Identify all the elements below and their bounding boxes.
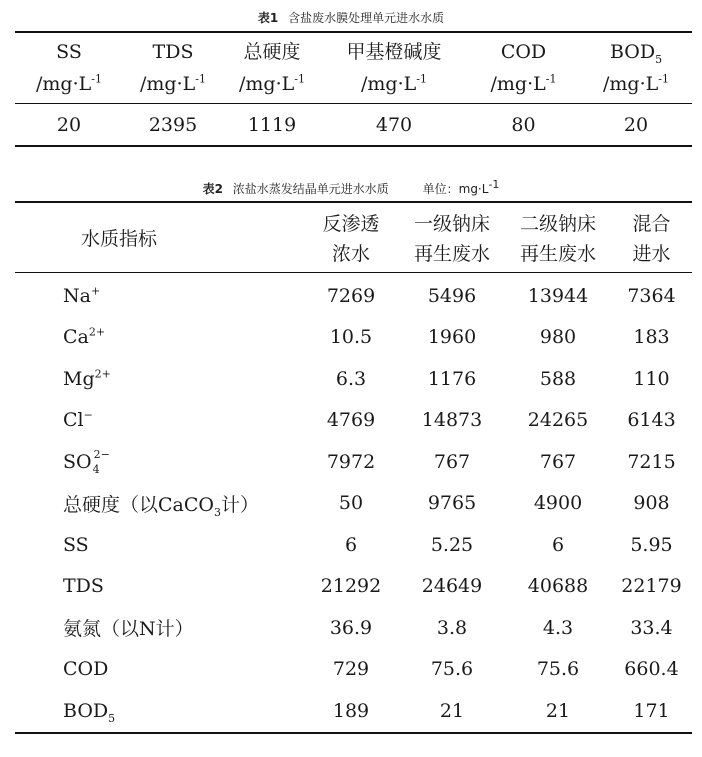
table1-number: 表1 [257, 11, 279, 25]
table1-value: 20 [56, 114, 82, 136]
row-label: SS [63, 533, 89, 556]
table-row [15, 358, 692, 400]
cell-value: 980 [539, 326, 577, 349]
cell-value: 3.8 [436, 616, 468, 639]
row-label: 氨氮（以N计） [63, 618, 194, 641]
cell-value: 183 [633, 326, 670, 349]
cell-value: 9765 [427, 492, 477, 515]
cell-value: 22179 [621, 575, 682, 598]
table2-header-ro-concentrate: 反渗透 浓水 [322, 213, 380, 265]
cell-value: 7215 [627, 450, 676, 473]
cell-value: 21292 [320, 575, 382, 598]
cell-value: 21 [439, 699, 465, 722]
table1-bottom-rule [15, 145, 692, 147]
cell-value: 110 [633, 367, 670, 390]
table-row [15, 483, 692, 525]
table1-value: 2395 [148, 114, 198, 136]
row-label: TDS [63, 575, 104, 598]
cell-value: 21 [545, 699, 571, 722]
table2-mid-rule [15, 272, 692, 273]
table1-header-cell: 总硬度 [243, 41, 301, 63]
row-label: $BOD_5$ [63, 699, 116, 725]
cell-value: 14873 [421, 409, 483, 432]
table-row [15, 524, 692, 566]
cell-value: 7269 [326, 284, 376, 307]
cell-value: 50 [338, 492, 364, 515]
table-row [15, 317, 692, 359]
cell-value: 4769 [326, 409, 376, 432]
cell-value: 10.5 [329, 326, 373, 349]
table1-value: 470 [375, 114, 413, 136]
table2-number: 表2 [202, 182, 223, 196]
table2-title: 浓盐水蒸发结晶单元进水水质 [232, 182, 389, 196]
table-row [15, 690, 692, 732]
table1-header-cell: COD [500, 41, 547, 63]
table2-header [15, 208, 692, 270]
table1-value: 20 [623, 114, 649, 136]
table1-header-cell: $BOD_5$ [609, 41, 663, 66]
cell-value: 5.95 [630, 533, 673, 556]
cell-value: 767 [539, 450, 577, 473]
cell-value: 1176 [427, 367, 477, 390]
cell-value: 6143 [627, 409, 676, 432]
table1-header-cell: TDS [152, 41, 194, 63]
table-row [15, 108, 692, 142]
row-label: SO 2− 4 [63, 447, 110, 476]
cell-value: 6 [344, 533, 358, 556]
cell-value: 5496 [427, 284, 477, 307]
row-label: COD [63, 658, 109, 681]
row-label: $Ca^{2+}$ [63, 325, 106, 349]
table1-caption [0, 9, 702, 26]
table1-value: 1119 [247, 114, 297, 136]
row-label: Na+ [63, 284, 101, 307]
cell-value: 75.6 [536, 658, 580, 681]
cell-value: 1960 [427, 326, 477, 349]
cell-value: 5.25 [430, 533, 474, 556]
table1-mid-rule [15, 103, 692, 104]
table2-header-mixed-inflow: 混合 进水 [632, 213, 671, 265]
table-row [15, 441, 692, 483]
cell-value: 6 [551, 533, 565, 556]
cell-value: 6.3 [335, 367, 367, 390]
table1-unit-cell: $/mg\cdot L^{-1}$ [36, 72, 102, 95]
table1-header-unit-row [15, 68, 692, 100]
table1-header-name-row [15, 36, 692, 68]
cell-value: 729 [332, 658, 370, 681]
cell-value: 33.4 [630, 616, 673, 639]
row-label: Cl− [63, 408, 93, 432]
table1-header-cell: SS [56, 41, 82, 63]
table1-unit-cell: $/mg\cdot L^{-1}$ [239, 72, 305, 95]
table1-unit-cell: $/mg\cdot L^{-1}$ [140, 72, 206, 95]
table2-unit: 单位：$mg\cdot L^{-1}$ [422, 178, 500, 196]
table2-header-secondary-sodium-bed: 二级钠床 再生废水 [519, 213, 596, 265]
cell-value: 36.9 [329, 616, 373, 639]
cell-value: 189 [332, 699, 370, 722]
cell-value: 4900 [533, 492, 583, 515]
table2-header-row [15, 208, 692, 270]
table2-bottom-rule [15, 732, 692, 734]
cell-value: 908 [633, 492, 670, 515]
table1-title: 含盐废水膜处理单元进水水质 [288, 11, 445, 25]
table2-header-label: 水质指标 [80, 228, 157, 250]
cell-value: 75.6 [430, 658, 474, 681]
table-row [15, 649, 692, 691]
table2-caption [0, 180, 702, 197]
cell-value: 7364 [627, 284, 676, 307]
cell-value: 767 [433, 450, 471, 473]
cell-value: 40688 [527, 575, 589, 598]
cell-value: 660.4 [624, 658, 679, 681]
table-row [15, 400, 692, 442]
table1-top-rule [15, 31, 692, 33]
table-row [15, 275, 692, 317]
cell-value: 13944 [527, 284, 589, 307]
cell-value: 588 [539, 367, 577, 390]
row-label: 总硬度（以CaCO$_3$计） [63, 493, 259, 519]
table1-unit-cell: $/mg\cdot L^{-1}$ [361, 72, 427, 95]
row-label: $Mg^{2+}$ [63, 367, 111, 390]
table1-header [15, 36, 692, 100]
table2-body [15, 275, 692, 732]
table-row [15, 566, 692, 608]
table1-value: 80 [511, 114, 536, 136]
table1-unit-cell: $/mg\cdot L^{-1}$ [490, 72, 557, 95]
cell-value: 171 [633, 699, 670, 722]
cell-value: 24649 [421, 575, 483, 598]
table1-header-cell: 甲基橙碱度 [346, 41, 442, 63]
table1-unit-cell: $/mg\cdot L^{-1}$ [603, 72, 669, 95]
cell-value: 7972 [326, 450, 376, 473]
cell-value: 24265 [527, 409, 589, 432]
table2-top-rule [15, 201, 692, 203]
table2-header-primary-sodium-bed: 一级钠床 再生废水 [413, 213, 490, 265]
table1-body [15, 108, 692, 142]
table-row [15, 607, 692, 649]
cell-value: 4.3 [542, 616, 574, 639]
